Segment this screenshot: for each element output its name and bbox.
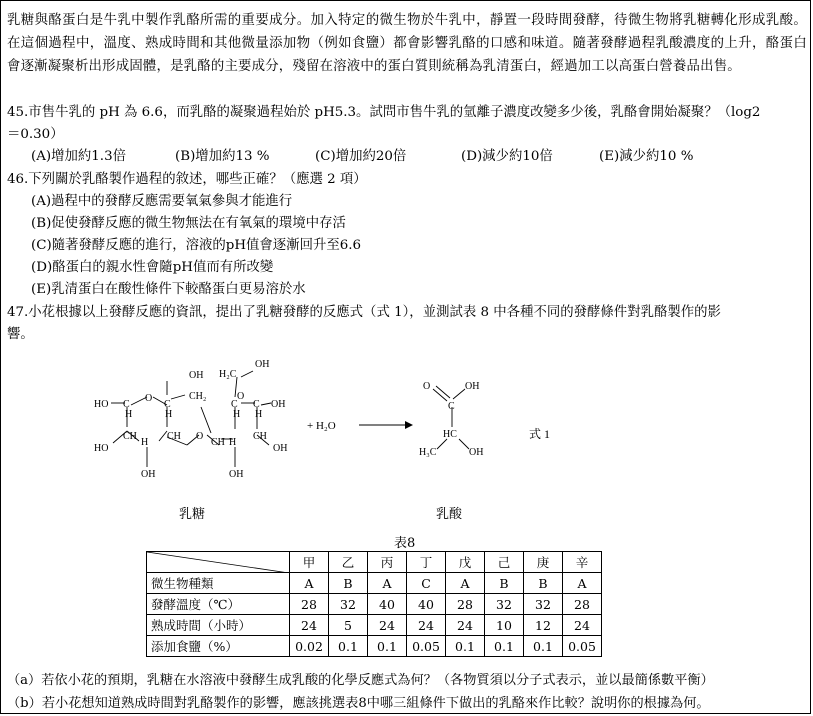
q47-stem-line1: 47.小花根據以上發酵反應的資訊，提出了乳糖發酵的反應式（式 1），並測試表 8 中各種不同的發酵條件對乳酪製作的影 bbox=[7, 305, 721, 320]
table8-col-header: 庚 bbox=[524, 552, 563, 573]
table8-col-header: 辛 bbox=[563, 552, 602, 573]
reaction-equation bbox=[1, 347, 812, 527]
table8 bbox=[146, 551, 602, 657]
table8-cell: 28 bbox=[290, 594, 329, 615]
lactose-atoms bbox=[94, 359, 287, 480]
table8-cell: 0.1 bbox=[368, 636, 407, 657]
equation-label: 式 1 bbox=[529, 427, 551, 441]
lactic-h3c: H₃C bbox=[419, 447, 437, 458]
table8-cell: A bbox=[446, 573, 485, 594]
table8-col-header: 甲 bbox=[290, 552, 329, 573]
lactose-ch-c: CH bbox=[211, 437, 225, 448]
reaction-svg bbox=[1, 347, 812, 527]
table8-cell: 28 bbox=[446, 594, 485, 615]
table8-cell: 12 bbox=[524, 615, 563, 636]
table8-cell: 0.02 bbox=[290, 636, 329, 657]
table8-cell: 28 bbox=[563, 594, 602, 615]
diagonal-line bbox=[147, 552, 289, 573]
lactic-o: O bbox=[423, 381, 431, 392]
plus-water: + H₂O bbox=[307, 420, 336, 432]
lactose-oh-bottom-1: OH bbox=[141, 469, 156, 480]
q45-option-c[interactable]: (C)增加約20倍 bbox=[315, 149, 407, 164]
lactose-h6: H bbox=[229, 437, 237, 448]
table-row bbox=[147, 573, 602, 594]
table8-cell: 24 bbox=[563, 615, 602, 636]
q45-options bbox=[1, 145, 812, 167]
lactose-c2: C bbox=[164, 399, 171, 410]
table8-cell: 0.1 bbox=[485, 636, 524, 657]
table8-col-header: 丙 bbox=[368, 552, 407, 573]
lactose-bonds bbox=[111, 371, 271, 467]
table8-cell: B bbox=[524, 573, 563, 594]
lactic-oh-2: OH bbox=[469, 447, 484, 458]
lactic-hc: HC bbox=[443, 429, 457, 440]
q47-part-b: （b）若小花想知道熟成時間對乳酪製作的影響，應該挑選表8中哪三組條件下做出的乳酪來作比較？說明你的根據為何。 bbox=[7, 696, 710, 711]
table8-cell: B bbox=[329, 573, 368, 594]
lactose-h4: H bbox=[255, 409, 263, 420]
q45-option-e[interactable]: (E)減少約10 % bbox=[599, 149, 694, 164]
table8-cell: A bbox=[290, 573, 329, 594]
lactose-o-mid: O bbox=[196, 431, 204, 442]
q45-option-b[interactable]: (B)增加約13 % bbox=[175, 149, 270, 164]
table8-col-header: 丁 bbox=[407, 552, 446, 573]
table8-cell: 32 bbox=[329, 594, 368, 615]
lactic-atoms bbox=[419, 381, 483, 458]
lactose-h2c: H₂C bbox=[219, 369, 237, 380]
lactose-ch-a: CH bbox=[123, 431, 137, 442]
lactose-o2: O bbox=[237, 391, 245, 402]
q46-option-d[interactable]: (D)酪蛋白的親水性會隨pH值而有所改變 bbox=[31, 260, 274, 275]
table8-cell: A bbox=[563, 573, 602, 594]
table-row bbox=[147, 594, 602, 615]
lactose-ch2: CH₂ bbox=[189, 391, 207, 402]
lactose-oh-bottom-2: OH bbox=[229, 469, 244, 480]
table8-title: 表8 bbox=[394, 536, 416, 551]
table8-col-header: 己 bbox=[485, 552, 524, 573]
table8-cell: 40 bbox=[407, 594, 446, 615]
table8-cell: 24 bbox=[368, 615, 407, 636]
intro-paragraph: 乳糖與酪蛋白是牛乳中製作乳酪所需的重要成分。加入特定的微生物於牛乳中，靜置一段時間發酵，待微生物將乳糖轉化形成乳酸。在這個過程中，溫度、熟成時間和其他微量添加物（例如食鹽）都會影響乳酪的口感和味道。隨著發酵過程乳酸濃度的上升，酪蛋白會逐漸凝聚析出形成固體，是乳酪的主要成分，殘留在溶液中的蛋白質則統稱為乳清蛋白，經過加工以高蛋白營養品出售。 bbox=[7, 13, 807, 74]
table8-cell: 32 bbox=[485, 594, 524, 615]
q47-stem-line2: 響。 bbox=[7, 327, 34, 342]
table8-cell: A bbox=[368, 573, 407, 594]
q46-option-b[interactable]: (B)促使發酵反應的微生物無法在有氧氣的環境中存活 bbox=[31, 216, 346, 231]
table8-row-label: 發酵溫度（℃） bbox=[147, 594, 290, 615]
table8-cell: 32 bbox=[524, 594, 563, 615]
table8-header-row bbox=[147, 552, 602, 573]
lactose-h5: H bbox=[141, 437, 149, 448]
table-row bbox=[147, 615, 602, 636]
q45-stem-line2: ＝0.30） bbox=[7, 127, 64, 142]
table8-cell: 0.05 bbox=[407, 636, 446, 657]
table8-cell: 24 bbox=[407, 615, 446, 636]
table8-row-label: 熟成時間（小時） bbox=[147, 615, 290, 636]
lactose-ch-b: CH bbox=[167, 431, 181, 442]
lactose-o1: O bbox=[145, 393, 153, 404]
table8-cell: 0.1 bbox=[446, 636, 485, 657]
q46-stem: 46.下列關於乳酪製作過程的敘述，哪些正確？（應選 2 項） bbox=[7, 172, 367, 187]
table8-cell: 0.1 bbox=[524, 636, 563, 657]
lactic-c: C bbox=[448, 401, 455, 412]
table8-cell: B bbox=[485, 573, 524, 594]
lactose-c1: C bbox=[123, 399, 130, 410]
table8-corner-cell bbox=[147, 552, 290, 573]
q46-option-a[interactable]: (A)過程中的發酵反應需要氧氣參與才能進行 bbox=[31, 194, 293, 209]
q45-stem-line1: 45.市售牛乳的 pH 為 6.6，而乳酪的凝聚過程始於 pH5.3。試問市售牛乳的氫離子濃度改變多少後，乳酪會開始凝聚？（log2 bbox=[7, 105, 761, 120]
lactose-oh-right: OH bbox=[271, 399, 286, 410]
q46-option-c[interactable]: (C)隨著發酵反應的進行，溶液的pH值會逐漸回升至6.6 bbox=[31, 238, 362, 253]
q46-option-e[interactable]: (E)乳清蛋白在酸性條件下較酪蛋白更易溶於水 bbox=[31, 282, 306, 297]
lactose-ho-left: HO bbox=[94, 399, 109, 410]
table8-col-header: 乙 bbox=[329, 552, 368, 573]
lactose-oh-low-right: OH bbox=[273, 443, 288, 454]
q47-part-a: （a）若依小花的預期，乳糖在水溶液中發酵生成乳酸的化學反應式為何？（各物質須以分子式表示，並以最簡係數平衡） bbox=[7, 673, 714, 688]
table8-cell: C bbox=[407, 573, 446, 594]
lactose-h1: H bbox=[125, 409, 133, 420]
table8-cell: 0.1 bbox=[329, 636, 368, 657]
lactose-oh-top-left: OH bbox=[189, 370, 204, 381]
lactic-oh-1: OH bbox=[465, 381, 480, 392]
q45-option-d[interactable]: (D)減少約10倍 bbox=[461, 149, 553, 164]
table8-col-header: 戊 bbox=[446, 552, 485, 573]
table8-cell: 24 bbox=[446, 615, 485, 636]
lactose-ho-low: HO bbox=[94, 443, 109, 454]
lactic-acid-name: 乳酸 bbox=[436, 507, 463, 522]
table-row bbox=[147, 636, 602, 657]
lactose-h2: H bbox=[165, 409, 173, 420]
q45-option-a[interactable]: (A)增加約1.3倍 bbox=[31, 149, 126, 164]
lactose-c3: C bbox=[231, 399, 238, 410]
lactose-c4: C bbox=[253, 399, 260, 410]
table8-row-label: 微生物種類 bbox=[147, 573, 290, 594]
lactose-name: 乳糖 bbox=[179, 507, 206, 522]
table8-cell: 10 bbox=[485, 615, 524, 636]
table8-cell: 40 bbox=[368, 594, 407, 615]
table8-row-label: 添加食鹽（%） bbox=[147, 636, 290, 657]
table8-cell: 0.05 bbox=[563, 636, 602, 657]
lactose-oh-top-right: OH bbox=[255, 359, 270, 370]
table8-cell: 5 bbox=[329, 615, 368, 636]
table8-cell: 24 bbox=[290, 615, 329, 636]
reaction-arrow bbox=[359, 421, 413, 429]
lactose-ch-d: CH bbox=[253, 431, 267, 442]
lactose-h3: H bbox=[233, 409, 241, 420]
